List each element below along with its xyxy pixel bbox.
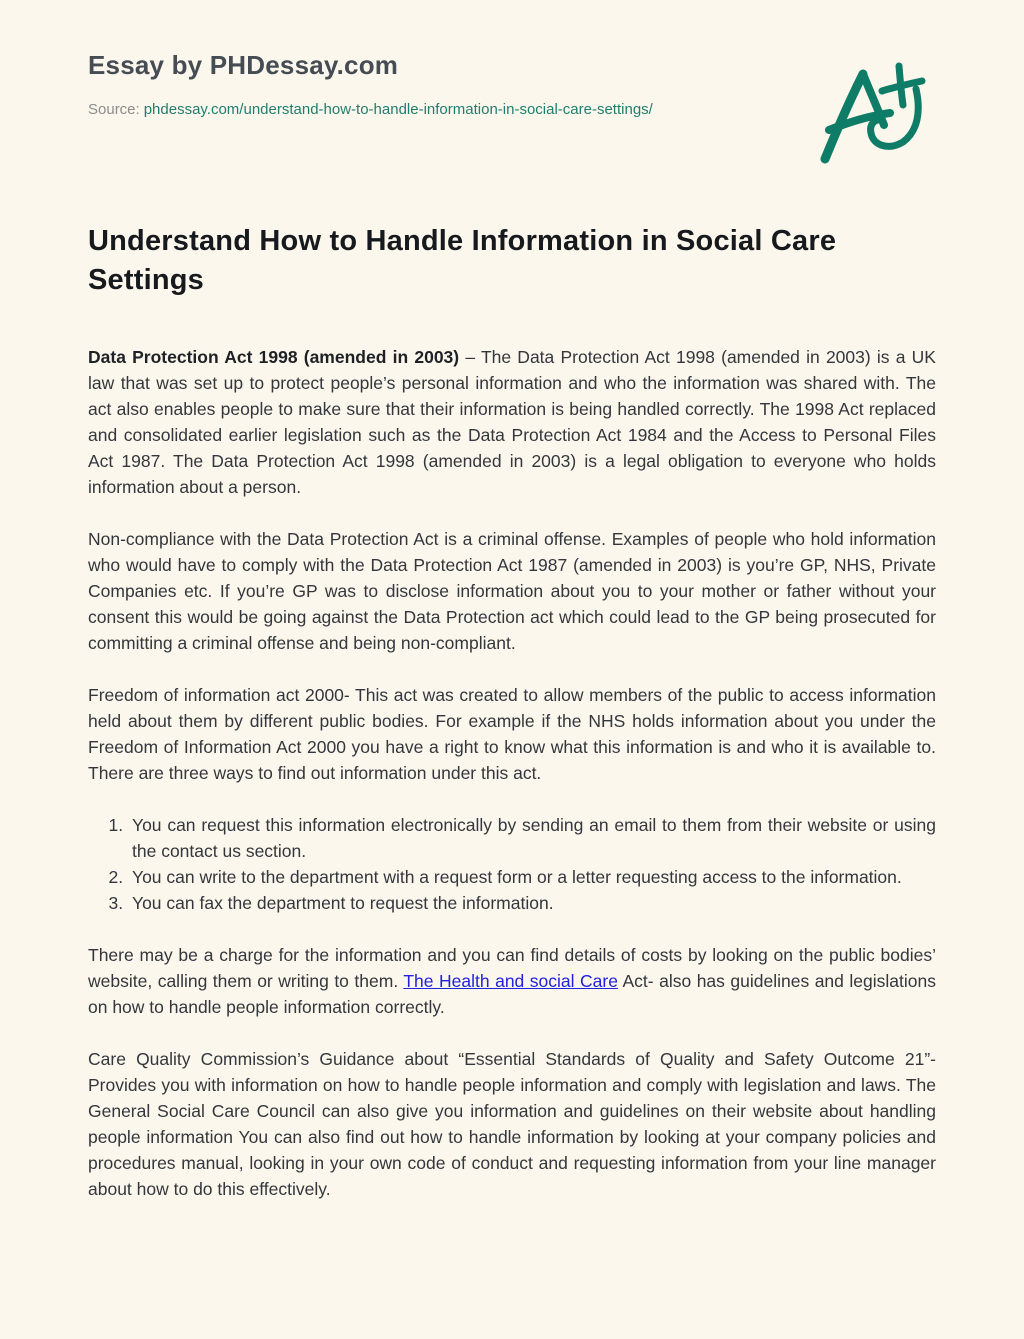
list-item-write-request: 2. You can write to the department with a request form or a letter requesting access to the information.	[128, 864, 936, 890]
paragraph-information-charges	[88, 942, 936, 1020]
source-line	[88, 101, 653, 118]
page-header	[88, 50, 936, 168]
source-url-link[interactable]: phdessay.com/understand-how-to-handle-information-in-social-care-settings/	[143, 101, 653, 118]
paragraph-lead-bold: Data Protection Act 1998 (amended in 2003)	[88, 347, 460, 367]
charges-text-post: Act- also has guidelines and legislations on how to handle people information correctly.	[88, 971, 936, 1017]
essay-title: Understand How to Handle Information in Social Care Settings	[88, 225, 837, 296]
health-and-social-care-link[interactable]: The Health and social Care	[403, 971, 618, 991]
site-title: Essay by PHDessay.com	[88, 50, 399, 80]
paragraph-data-protection-act	[88, 344, 936, 500]
phdessay-a-plus-logo-icon	[816, 56, 934, 168]
paragraph-non-compliance: Non-compliance with the Data Protection Act is a criminal offense. Examples of people who hold information who would have to comply with the Data Protection Act 1987 (amended in 2003) is you’re GP, NHS, Private Companies etc. If you’re GP was to disclose information about you to your mother or father without your consent this would be going against the Data Protection act which could lead to the GP being prosecuted for committing a criminal offense and being non-compliant.	[88, 529, 936, 653]
source-label: Source:	[88, 101, 140, 118]
list-item-email-request: 1. You can request this information electronically by sending an email to them from their website or using the contact us section.	[128, 812, 936, 864]
paragraph-cqc-guidance: Care Quality Commission’s Guidance about “Essential Standards of Quality and Safety Outcome 21”- Provides you with information on how to handle people information and comply with legislation and laws. The General Social Care Council can also give you information and guidelines on their website about handling people information You can also find out how to handle information by looking at your company policies and procedures manual, looking in your own code of conduct and requesting information from your line manager about how to do this effectively.	[88, 1049, 936, 1199]
list-item-fax-request: 3. You can fax the department to request the information.	[128, 890, 936, 916]
paragraph-lead-rest: – The Data Protection Act 1998 (amended in 2003) is a UK law that was set up to protect people’s personal information and who the information was shared with. The act also enables people to make sure that their information is being handled correctly. The 1998 Act replaced and consolidated earlier legislation such as the Data Protection Act 1984 and the Access to Personal Files Act 1987. The Data Protection Act 1998 (amended in 2003) is a legal obligation to everyone who holds information about a person.	[88, 347, 936, 497]
essay-body	[88, 222, 936, 1202]
paragraph-freedom-of-information: Freedom of information act 2000- This act was created to allow members of the public to access information held about them by different public bodies. For example if the NHS holds information about you under the Freedom of Information Act 2000 you have a right to know what this information is and who it is available to. There are three ways to find out information under this act.	[88, 685, 936, 783]
request-methods-list	[88, 812, 936, 916]
charges-text-pre: There may be a charge for the information and you can find details of costs by looking on the public bodies’ website, calling them or writing to them.	[88, 945, 936, 991]
header-text-block	[88, 50, 653, 118]
